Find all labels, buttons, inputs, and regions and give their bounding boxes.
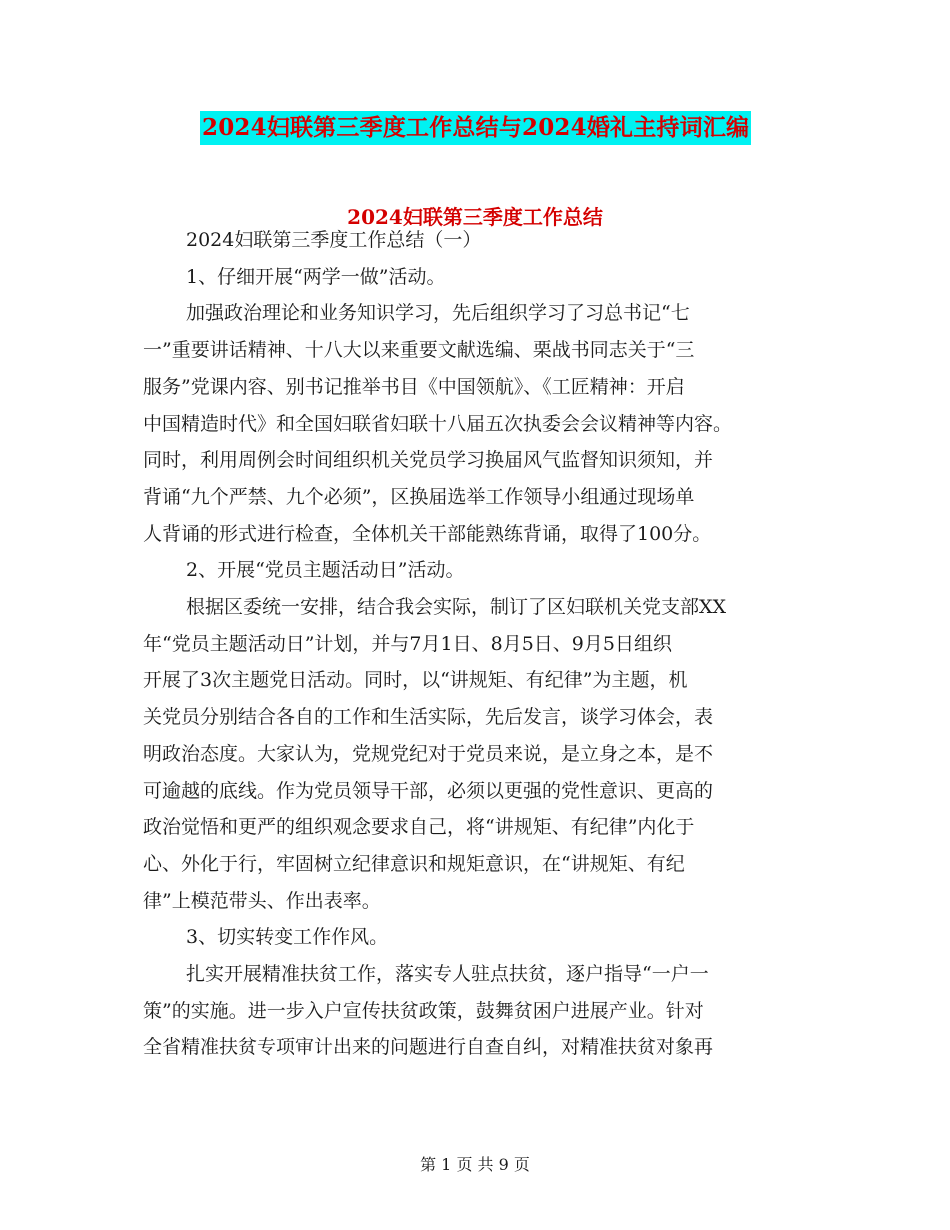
- text-line: 全省精准扶贫专项审计出来的问题进行自查自纠，对精准扶贫对象再: [143, 1036, 714, 1059]
- text-line: 开展了3次主题党日活动。同时，以“讲规矩、有纪律”为主题，机: [143, 669, 688, 692]
- text-line: 心、外化于行，牢固树立纪律意识和规矩意识，在“讲规矩、有纪: [143, 852, 685, 875]
- text-line: 律”上模范带头、作出表率。: [143, 889, 381, 912]
- text-line: 根据区委统一安排，结合我会实际，制订了区妇联机关党支部XX: [186, 596, 727, 618]
- text-line: 中国精造时代》和全国妇联省妇联十八届五次执委会会议精神等内容。: [143, 412, 733, 435]
- text-line: 关党员分别结合各自的工作和生活实际，先后发言，谈学习体会，表: [143, 706, 714, 729]
- text-line: 2024妇联第三季度工作总结（一）: [186, 229, 482, 251]
- text-line: 扎实开展精准扶贫工作，落实专人驻点扶贫，逐户指导“一户一: [186, 963, 709, 985]
- text-line: 加强政治理论和业务知识学习，先后组织学习了习总书记“七: [186, 302, 690, 325]
- text-line: 策”的实施。进一步入户宣传扶贫政策，鼓舞贫困户进展产业。针对: [143, 999, 704, 1022]
- text-line: 一”重要讲话精神、十八大以来重要文献选编、栗战书同志关于“三: [143, 339, 695, 362]
- text-line: 人背诵的形式进行检查，全体机关干部能熟练背诵，取得了100分。: [143, 522, 712, 545]
- text-line: 明政治态度。大家认为，党规党纪对于党员来说，是立身之本，是不: [143, 742, 714, 765]
- text-line: 2、开展“党员主题活动日”活动。: [186, 559, 465, 582]
- section-title: 2024妇联第三季度工作总结: [347, 205, 603, 229]
- text-line: 同时，利用周例会时间组织机关党员学习换届风气监督知识须知，并: [143, 449, 714, 472]
- text-line: 政治觉悟和更严的组织观念要求自己，将“讲规矩、有纪律”内化于: [143, 816, 695, 839]
- main-title: 2024妇联第三季度工作总结与2024婚礼主持词汇编: [200, 111, 751, 145]
- text-line: 3、切实转变工作作风。: [186, 926, 389, 949]
- text-line: 服务”党课内容、别书记推举书目《中国领航》、《工匠精神：开启: [143, 375, 685, 398]
- text-line: 年“党员主题活动日”计划，并与7月1日、8月5日、9月5日组织: [143, 632, 672, 655]
- text-line: 背诵“九个严禁、九个必须”，区换届选举工作领导小组通过现场单: [143, 485, 695, 508]
- text-line: 1、仔细开展“两学一做”活动。: [186, 265, 446, 288]
- text-line: 可逾越的底线。作为党员领导干部，必须以更强的党性意识、更高的: [143, 779, 714, 802]
- page-footer: 第 1 页 共 9 页: [420, 1155, 530, 1174]
